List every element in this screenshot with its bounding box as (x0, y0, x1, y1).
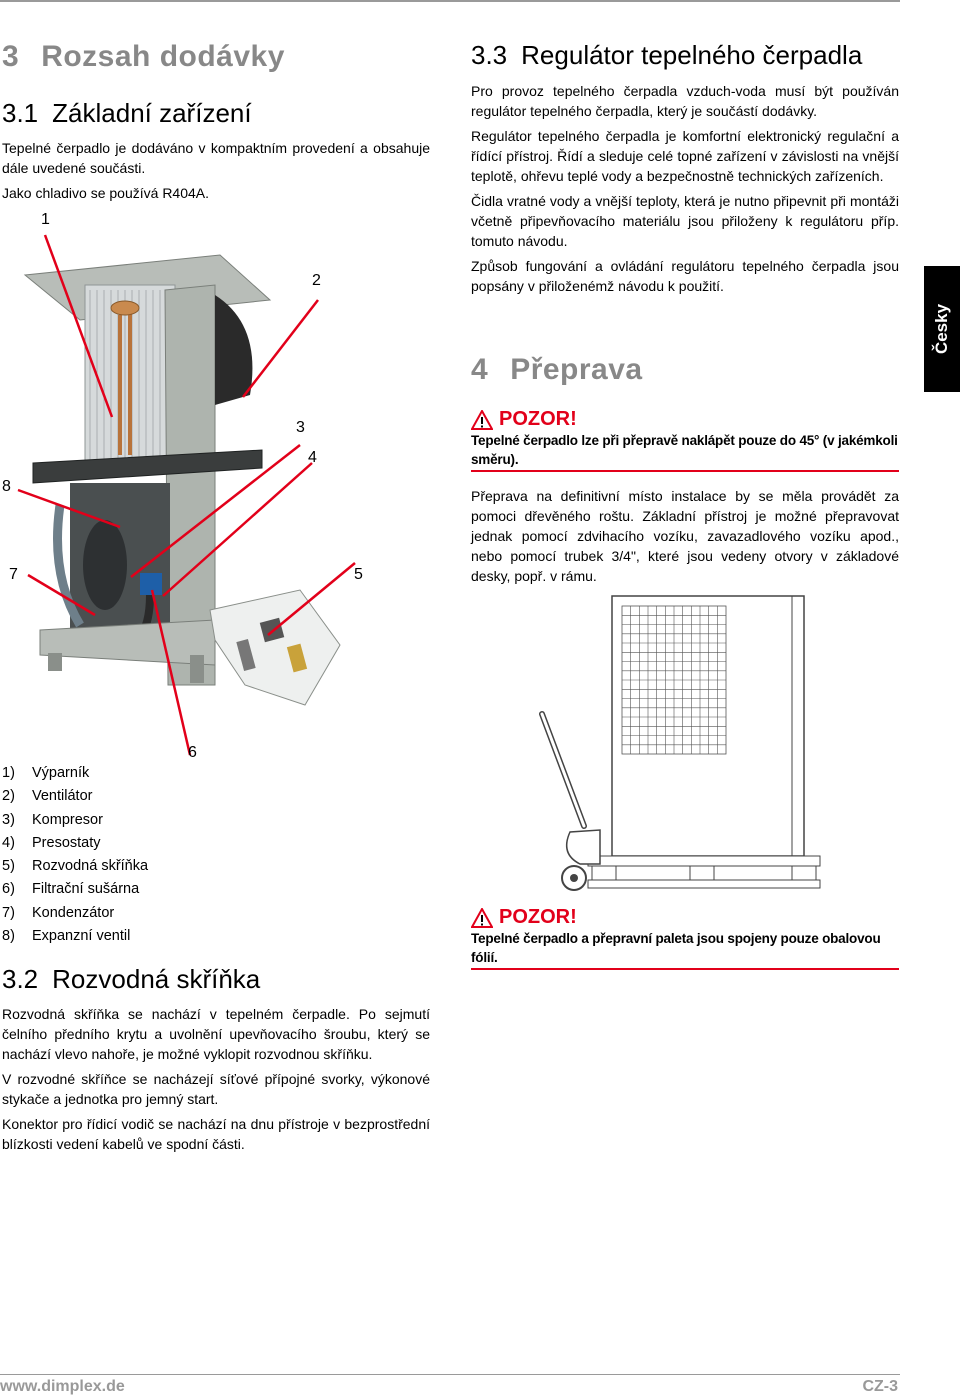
section-3-3-text (471, 81, 899, 301)
section-3-heading: 3 Rozsah dodávky (2, 40, 285, 73)
section-3-1-text (2, 138, 430, 208)
warning-1 (471, 408, 899, 472)
switch-box (210, 590, 340, 705)
footer-page-number: CZ-3 (862, 1378, 898, 1395)
component-legend (2, 762, 148, 948)
section-3-1-heading: 3.1 Základní zařízení (2, 98, 252, 128)
heat-pump-illustration (0, 205, 450, 765)
paragraph: Rozvodná skříňka se nachází v tepelném čerpadle. Po sejmutí čelního předního krytu a uvolnění upevňovacího šroubu, který se nachází vlevo nahoře, je možné vyklopit rozvodnou skříňku. (2, 1006, 430, 1062)
legend-item: 1) Výparník (2, 765, 90, 781)
expansion-valve (111, 301, 139, 315)
section-3-2-heading: 3.2 Rozvodná skříňka (2, 964, 261, 994)
paragraph: V rozvodné skříňce se nacházejí síťové přípojné svorky, výkonové stykače a jednotka pro jemný start. (2, 1071, 430, 1107)
paragraph: Konektor pro řídicí vodič se nachází na dnu přístroje v bezprostřední blízkosti vedení kabelů ve spodní části. (2, 1116, 430, 1152)
paragraph: Jako chladivo se používá R404A. (2, 185, 210, 201)
warning-heading: POZOR! (471, 906, 899, 929)
legend-item: 5) Rozvodná skříňka (2, 858, 149, 875)
legend-item: 2) Ventilátor (2, 788, 93, 805)
warning-2 (471, 906, 899, 970)
warning-text: Tepelné čerpadlo a přepravní paleta jsou spojeny pouze obalovou fólií. (471, 929, 899, 970)
callout-2: 2 (312, 272, 321, 289)
filter-drier (140, 573, 162, 595)
callout-6: 6 (188, 744, 197, 761)
callout-8: 8 (2, 478, 11, 495)
legend-item: 8) Expanzní ventil (2, 928, 131, 945)
warning-text: Tepelné čerpadlo lze při přepravě naklápět pouze do 45° (v jakémkoli směru). (471, 431, 899, 472)
section-3-3-heading: 3.3 Regulátor tepelného čerpadla (471, 40, 863, 70)
top-rule (0, 0, 900, 2)
language-tab: Česky (924, 266, 960, 392)
section-3-2-text (2, 1004, 430, 1159)
section-4-text (471, 486, 899, 591)
warning-triangle-icon (471, 410, 493, 430)
paragraph: Způsob fungování a ovládání regulátoru tepelného čerpadla jsou popsány v přiloženémž návodu k použití. (471, 258, 899, 294)
paragraph: Přeprava na definitivní místo instalace by se měla provádět za pomoci dřevěného roštu. Základní přístroj je možné přepravovat jednak pomocí zdvihacího vozíku, zavazadlového vozíku apod., nebo pomocí trubek 3/4", které jsou vedeny otvory v základové desky, popř. v rámu. (471, 488, 899, 584)
bottom-rule (0, 1374, 900, 1375)
footer-website[interactable]: www.dimplex.de (0, 1378, 125, 1395)
callout-7: 7 (9, 566, 18, 583)
callout-4: 4 (308, 449, 317, 466)
base-plate (40, 620, 215, 665)
legend-item: 6) Filtrační sušárna (2, 881, 140, 898)
callout-3: 3 (296, 419, 305, 436)
section-4-heading: 4 Přeprava (471, 353, 643, 386)
pallet-truck-illustration (530, 592, 830, 897)
warning-triangle-icon (471, 908, 493, 928)
warning-heading: POZOR! (471, 408, 899, 431)
legend-item: 3) Kompresor (2, 811, 103, 828)
paragraph: Pro provoz tepelného čerpadla vzduch-voda musí být používán regulátor tepelného čerpadla, který je součástí dodávky. (471, 83, 899, 119)
callout-1: 1 (41, 211, 50, 228)
paragraph: Tepelné čerpadlo je dodáváno v kompaktním provedení a obsahuje dále uvedené součásti. (2, 140, 430, 176)
compressor (83, 520, 127, 610)
legend-item: 4) Presostaty (2, 834, 101, 851)
paragraph: Čidla vratné vody a vnější teploty, která je nutno připevnit při montáži včetně připevňovacího materiálu jsou přiloženy k regulátoru příp. tomuto návodu. (471, 193, 899, 249)
fan (215, 295, 252, 405)
legend-item: 7) Kondenzátor (2, 904, 115, 921)
paragraph: Regulátor tepelného čerpadla je komfortní elektronický regulační a řídící přístroj. Řídí a sleduje celé topné zařízení v závislosti na vnější teplotě, ohřevu teplé vody a bezpečnostně technických zařízeních. (471, 128, 899, 184)
callout-5: 5 (354, 566, 363, 583)
